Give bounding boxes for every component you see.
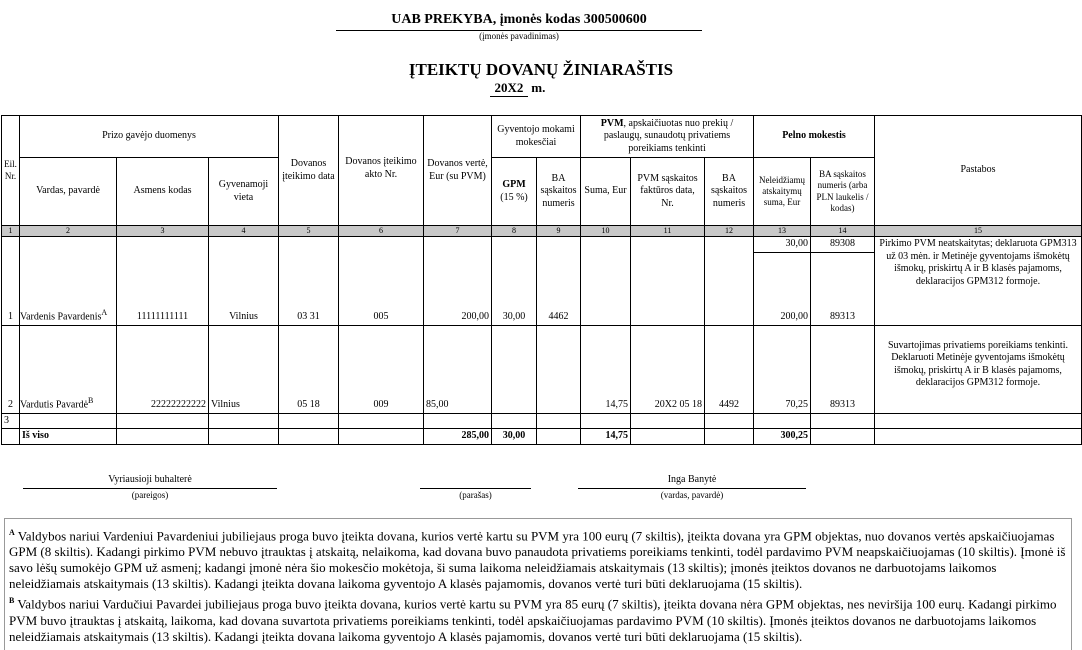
signature-sign-block	[420, 474, 531, 500]
col-number: 12	[705, 226, 754, 237]
col-gpm-pct: (15 %)	[500, 191, 528, 203]
col-vardas-header: Vardas, pavardė	[20, 158, 117, 226]
row-gpm-ba	[537, 325, 581, 413]
totals-row	[2, 429, 1082, 445]
gifts-table	[1, 115, 1082, 445]
row-vardas-text: Vardutis Pavardė	[20, 399, 89, 410]
col-number: 6	[339, 226, 424, 237]
col-number: 15	[875, 226, 1082, 237]
footnote-b-mark: B	[9, 596, 15, 606]
row-vardas	[20, 325, 117, 413]
col-pastabos-header: Pastabos	[875, 116, 1082, 226]
row-data: 05 18	[279, 325, 339, 413]
footnotes-box	[4, 518, 1072, 650]
footnote-a-text: Valdybos nariui Vardeniui Pavardeniui jubiliejaus proga buvo įteikta dovana, kurios vertė kartu su PVM yra 100 eurų (7 skiltis), įteikta dovana yra GPM objektas, nuo dovanos vertės apskaičiuojamas GPM (8 skiltis). Kadangi pirkimo PVM nebuvo įtrauktas į atskaitą, nelaikoma, kad dovana buvo panaudota privatiems poreikiams tenkinti, todėl pardavimo PVM neapskaičiuojamas (10 skiltis). Įmonė iš savo lėšų sumokėjo GPM už asmenį; kadangi įmonė nėra šio mokesčio mokėtoja, ši suma laikoma neleidžiamais atskaitymais (13 skiltis); įmonės įteiktos dovanos ne darbuotojams laikomos neleidžiamais atskaitymais (13 skiltis). Kadangi įteikta dovana laikoma gyventojo A klasės pajamomis, dovanos vertė turi būti deklaruojama (15 skiltis).	[9, 528, 1066, 592]
signature-position: Vyriausioji buhalterė	[108, 474, 192, 485]
total-gpm: 30,00	[492, 429, 537, 445]
row-nr: 3	[2, 413, 20, 429]
table-row	[2, 325, 1082, 413]
row-pelno-ba: 89313	[811, 252, 875, 325]
row-data: 03 31	[279, 237, 339, 326]
col-number: 13	[754, 226, 811, 237]
row-footnote-mark: A	[101, 307, 108, 317]
col-pvm-saskaita-header: PVM sąskaitos faktūros data, Nr.	[631, 158, 705, 226]
row-akto: 005	[339, 237, 424, 326]
group-pvm-bold: PVM	[600, 117, 624, 129]
row-kodas: 11111111111	[117, 237, 209, 326]
row-pvm-suma: 14,75	[581, 325, 631, 413]
row-neleid: 70,25	[754, 325, 811, 413]
row-vieta: Vilnius	[209, 325, 279, 413]
row-kodas: 22222222222	[117, 325, 209, 413]
col-number: 5	[279, 226, 339, 237]
total-pvm: 14,75	[581, 429, 631, 445]
signature-sign-caption: (parašas)	[459, 490, 492, 500]
group-gpm-header: Gyventojo mokami mokesčiai	[492, 116, 581, 158]
row-pelno-ba-top: 89308	[811, 237, 875, 253]
col-data-header: Dovanos įteikimo data	[279, 116, 339, 226]
col-akto-header: Dovanos įteikimo akto Nr.	[339, 116, 424, 226]
col-number: 9	[537, 226, 581, 237]
signature-name: Inga Banytė	[667, 474, 717, 485]
col-number: 14	[811, 226, 875, 237]
row-pvm-saskaita	[631, 237, 705, 326]
document-title: ĮTEIKTŲ DOVANŲ ŽINIARAŠTIS	[408, 60, 674, 79]
row-pvm-ba	[705, 237, 754, 326]
row-gpm	[492, 325, 537, 413]
col-number: 1	[2, 226, 20, 237]
col-number: 11	[631, 226, 705, 237]
footnote-a-mark: A	[9, 528, 15, 537]
table-row	[2, 413, 1082, 429]
row-neleid: 200,00	[754, 252, 811, 325]
row-neleid-top: 30,00	[754, 237, 811, 253]
signature-position-block	[23, 474, 277, 500]
signature-name-caption: (vardas, pavardė)	[660, 490, 724, 500]
col-pelno-ba-header: BA sąskaitos numeris (arba PLN laukelis / kodas)	[811, 158, 875, 226]
col-kodas-header: Asmens kodas	[117, 158, 209, 226]
row-vieta: Vilnius	[209, 237, 279, 326]
row-verte: 85,00	[424, 325, 492, 413]
col-neleid-header: Neleidžiamų atskaitymų suma, Eur	[754, 158, 811, 226]
row-verte: 200,00	[424, 237, 492, 326]
table-row	[2, 237, 1082, 253]
row-nr: 1	[2, 237, 20, 326]
row-vardas	[20, 237, 117, 326]
col-number: 8	[492, 226, 537, 237]
total-verte: 285,00	[424, 429, 492, 445]
group-pvm-header	[581, 116, 754, 158]
col-ba-header: BA sąskaitos numeris	[537, 158, 581, 226]
header-row-1	[2, 116, 1082, 158]
col-vieta-header: Gyvenamoji vieta	[209, 158, 279, 226]
group-pelno-header: Pelno mokestis	[754, 116, 875, 158]
col-pvm-ba-header: BA sąskaitos numeris	[705, 158, 754, 226]
col-number: 7	[424, 226, 492, 237]
row-akto: 009	[339, 325, 424, 413]
col-suma-header: Suma, Eur	[581, 158, 631, 226]
row-pvm-suma	[581, 237, 631, 326]
row-vardas-text: Vardenis Pavardenis	[20, 311, 102, 322]
col-gpm-label: GPM	[502, 179, 526, 190]
year-suffix: m.	[531, 80, 546, 95]
year-value: 20X2	[490, 80, 528, 97]
footnote-b	[9, 593, 1067, 644]
col-eil-header: Eil. Nr.	[2, 116, 20, 226]
company-name: UAB PREKYBA, įmonės kodas 300500600	[336, 12, 702, 31]
footnote-a	[9, 525, 1067, 592]
year-line	[490, 80, 545, 97]
row-pastabos: Suvartojimas privatiems poreikiams tenkinti. Deklaruoti Metinėje gyventojams išmokėtų išmokų, priskirtų A ir B klasės pajamoms, deklaracijos GPM312 formoje.	[875, 325, 1082, 413]
footnote-b-text: Valdybos nariui Vardučiui Pavardei jubiliejaus proga buvo įteikta dovana, kurios vertė kartu su PVM yra 85 eurų (7 skiltis), įteikta dovana nėra GPM objektas, nes neviršija 100 eurų. Kadangi pirkimo PVM buvo įtrauktas į atskaitą, laikoma, kad dovana suvartota privatiems poreikiams tenkinti, todėl apskaičiuojamas pardavimo PVM (10 skiltis). Įmonės įteiktos dovanos ne darbuotojams laikomos neleidžiamais atskaitymais (13 skiltis). Kadangi įteikta dovana laikoma gyventojo A klasės pajamomis, dovanos vertė turi būti deklaruojama (15 skiltis).	[9, 596, 1057, 644]
signature-name-block	[578, 474, 806, 500]
col-number: 4	[209, 226, 279, 237]
col-verte-header: Dovanos vertė, Eur (su PVM)	[424, 116, 492, 226]
col-number: 3	[117, 226, 209, 237]
signature-position-caption: (pareigos)	[131, 490, 169, 500]
row-pastabos: Pirkimo PVM neatskaitytas; deklaruota GPM313 už 03 mėn. ir Metinėje gyventojams išmokėtų išmokų, priskirtų A ir B klasės pajamoms, deklaracijos GPM312 formoje.	[875, 237, 1082, 326]
col-number: 2	[20, 226, 117, 237]
column-numbers-row	[2, 226, 1082, 237]
row-nr: 2	[2, 325, 20, 413]
total-neleid: 300,25	[754, 429, 811, 445]
row-gpm: 30,00	[492, 237, 537, 326]
row-pvm-saskaita: 20X2 05 18	[631, 325, 705, 413]
group-prizo-header: Prizo gavėjo duomenys	[20, 116, 279, 158]
group-pvm-rest: , apskaičiuotas nuo prekių / paslaugų, sunaudotų privatiems poreikiams tenkinti	[603, 117, 734, 154]
company-caption: (įmonės pavadinimas)	[479, 31, 559, 41]
row-footnote-mark: B	[88, 395, 94, 405]
row-pvm-ba: 4492	[705, 325, 754, 413]
col-gpm-header	[492, 158, 537, 226]
row-pelno-ba: 89313	[811, 325, 875, 413]
total-label: Iš viso	[20, 429, 117, 445]
col-number: 10	[581, 226, 631, 237]
row-gpm-ba: 4462	[537, 237, 581, 326]
